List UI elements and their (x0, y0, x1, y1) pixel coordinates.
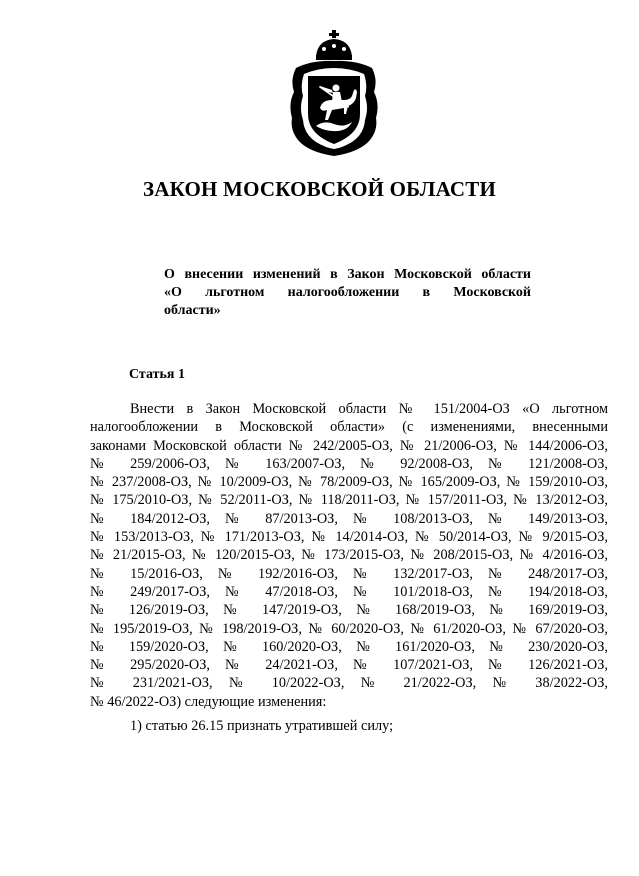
moscow-oblast-coat-of-arms-icon (286, 30, 382, 158)
body-line: № 231/2021-ОЗ, № 10/2022-ОЗ, № 21/2022-ОЗ, № 38/2022-ОЗ, (90, 675, 608, 692)
body-line: налогообложении в Московской области» (с изменениями, внесенными (90, 419, 608, 436)
body-line: № 249/2017-ОЗ, № 47/2018-ОЗ, № 101/2018-ОЗ, № 194/2018-ОЗ, (90, 583, 608, 600)
body-line: № 159/2020-ОЗ, № 160/2020-ОЗ, № 161/2020-ОЗ, № 230/2020-ОЗ, (90, 638, 608, 655)
body-line: № 175/2010-ОЗ, № 52/2011-ОЗ, № 118/2011-ОЗ, № 157/2011-ОЗ, № 13/2012-ОЗ, (90, 492, 608, 509)
subject-line: области» (164, 303, 221, 318)
body-line: № 295/2020-ОЗ, № 24/2021-ОЗ, № 107/2021-ОЗ, № 126/2021-ОЗ, (90, 657, 608, 674)
body-line: № 46/2022-ОЗ) следующие изменения: (90, 693, 327, 710)
body-line: № 237/2008-ОЗ, № 10/2009-ОЗ, № 78/2009-ОЗ, № 165/2009-ОЗ, № 159/2010-ОЗ, (90, 474, 608, 491)
body-line: № 21/2015-ОЗ, № 120/2015-ОЗ, № 173/2015-ОЗ, № 208/2015-ОЗ, № 4/2016-ОЗ, (90, 547, 608, 564)
body-line: № 259/2006-ОЗ, № 163/2007-ОЗ, № 92/2008-ОЗ, № 121/2008-ОЗ, (90, 455, 608, 472)
body-line: законами Московской области № 242/2005-ОЗ, № 21/2006-ОЗ, № 144/2006-ОЗ, (90, 437, 608, 454)
article-heading: Статья 1 (129, 367, 185, 382)
body-line: № 153/2013-ОЗ, № 171/2013-ОЗ, № 14/2014-ОЗ, № 50/2014-ОЗ, № 9/2015-ОЗ, (90, 529, 608, 546)
body-line: № 126/2019-ОЗ, № 147/2019-ОЗ, № 168/2019-ОЗ, № 169/2019-ОЗ, (90, 602, 608, 619)
list-item: 1) статью 26.15 признать утратившей силу; (130, 718, 394, 734)
body-line: № 184/2012-ОЗ, № 87/2013-ОЗ, № 108/2013-ОЗ, № 149/2013-ОЗ, (90, 510, 608, 527)
subject-line: «О льготном налогообложении в Московской (164, 285, 531, 300)
article-body (90, 400, 608, 711)
document-subject (164, 266, 531, 320)
body-line: № 195/2019-ОЗ, № 198/2019-ОЗ, № 60/2020-ОЗ, № 61/2020-ОЗ, № 67/2020-ОЗ, (90, 620, 608, 637)
body-line: № 15/2016-ОЗ, № 192/2016-ОЗ, № 132/2017-ОЗ, № 248/2017-ОЗ, (90, 565, 608, 582)
subject-line: О внесении изменений в Закон Московской области (164, 267, 531, 282)
document-title: ЗАКОН МОСКОВСКОЙ ОБЛАСТИ (142, 177, 497, 201)
body-line: Внести в Закон Московской области № 151/2004-ОЗ «О льготном (130, 401, 608, 417)
